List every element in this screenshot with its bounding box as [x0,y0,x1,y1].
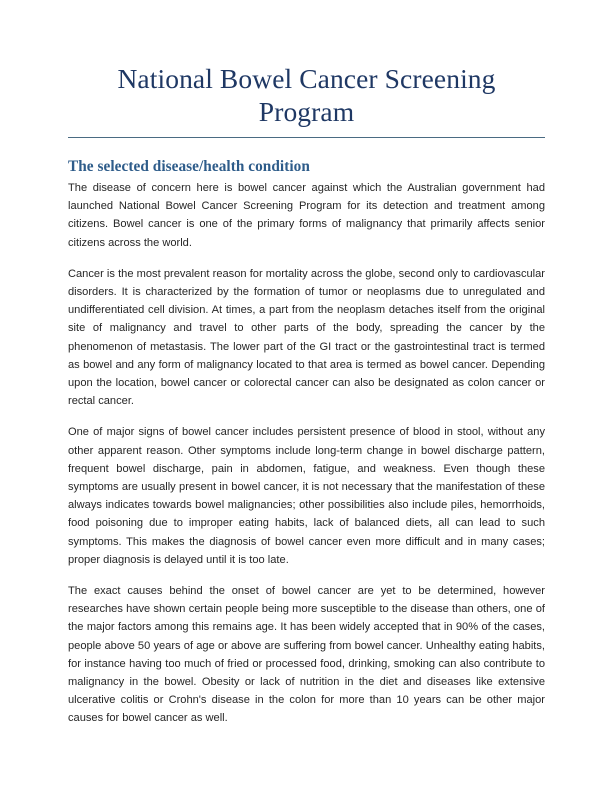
page-title-line-2: Program [258,96,355,127]
paragraph-cancer-overview: Cancer is the most prevalent reason for mortality across the globe, second only to cardiovascular disorders. It is characterized by the formation of tumor or neoplasms due to unregulated and undifferentiated cell division. At times, a part from the neoplasm detaches itself from the original site of malignancy and travel to other parts of the body, spreading the cancer by the phenomenon of metastasis. The lower part of the GI tract or the gastrointestinal tract is termed as bowel and any form of malignancy located to that area is termed as bowel cancer. Depending upon the location, bowel cancer or colorectal cancer can also be designated as colon cancer or rectal cancer. [68,267,545,408]
section-heading-selected-disease: The selected disease/health condition [68,158,310,175]
paragraph-disease-of-concern: The disease of concern here is bowel cancer against which the Australian government had launched National Bowel Cancer Screening Program for its detection and treatment among citizens. Bowel cancer is one of the primary forms of malignancy that primarily affects senior citizens across the world. [68,182,545,249]
document-content [68,0,545,728]
paragraph-signs-and-symptoms: One of major signs of bowel cancer includes persistent presence of blood in stool, without any other apparent reason. Other symptoms include long-term change in bowel discharge pattern, frequent bowel discharge, pain in abdomen, fatigue, and weakness. Even though these symptoms are usually present in bowel cancer, it is not necessary that the manifestation of these always indicates towards bowel malignancies; other possibilities also include piles, hemorrhoids, food poisoning due to improper eating habits, lack of balanced diets, all can lead to such symptoms. This makes the diagnosis of bowel cancer even more difficult and in many cases; proper diagnosis is delayed until it is too late. [68,426,545,566]
page-title [68,0,545,128]
page-title-line-1: National Bowel Cancer Screening [117,63,496,94]
paragraph-causes-and-risk-factors: The exact causes behind the onset of bowel cancer are yet to be determined, however researches have shown certain people being more susceptible to the disease than others, one of the major factors among this remains age. It has been widely accepted that in 90% of the cases, people above 50 years of age or above are suffering from bowel cancer. Unhealthy eating habits, for instance having too much of fried or processed food, drinking, smoking can also contribute to malignancy in the bowel. Obesity or lack of nutrition in the diet and diseases like extensive ulcerative colitis or Crohn's disease in the colon for more than 10 years can be other major causes for bowel cancer as well. [68,585,545,725]
